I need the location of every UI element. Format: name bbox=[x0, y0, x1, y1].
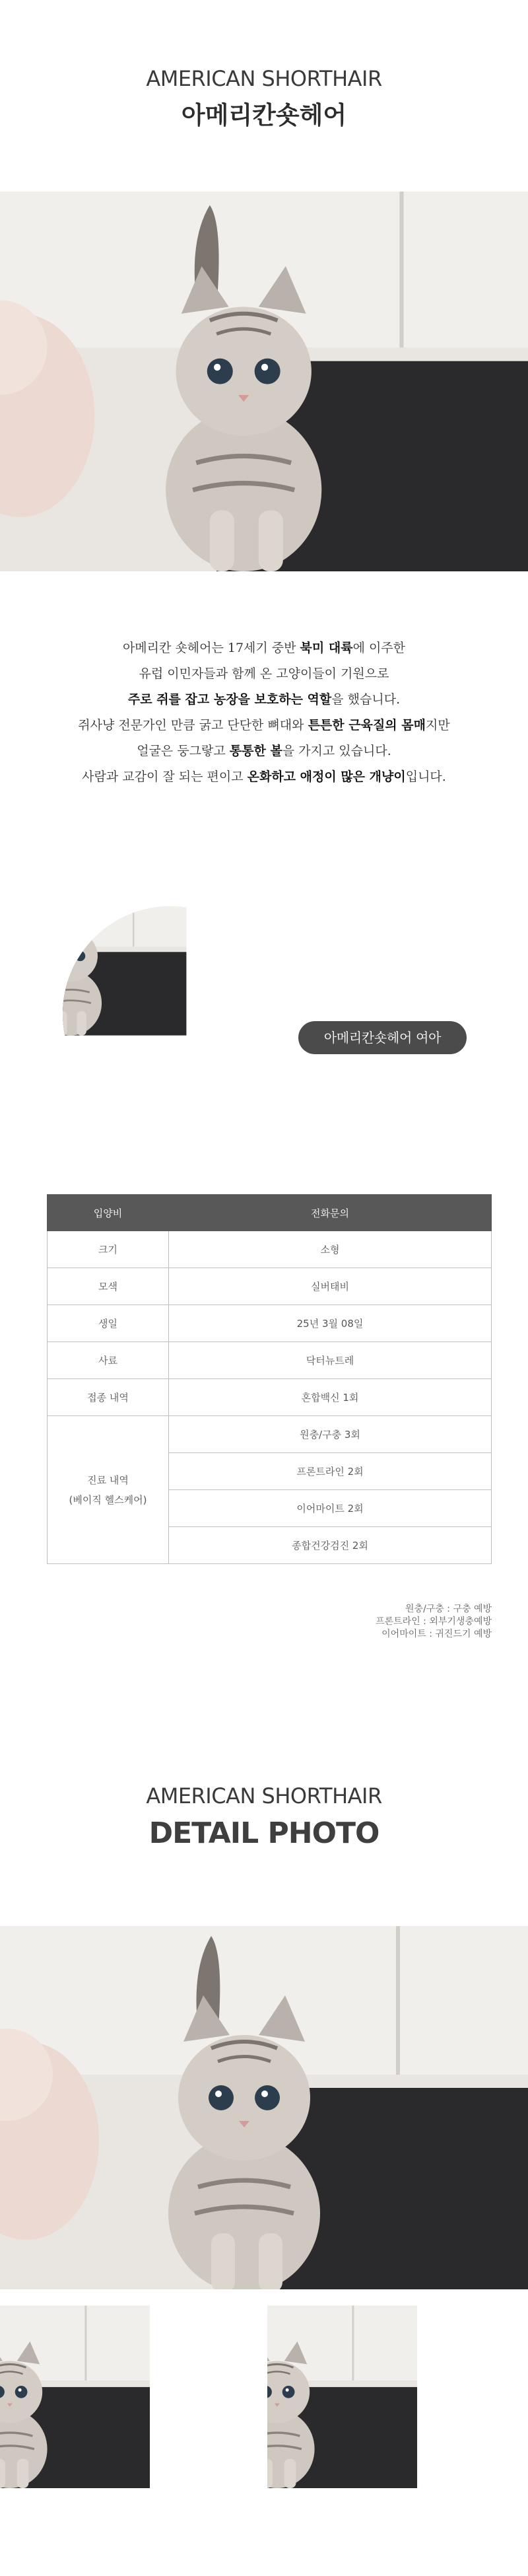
intro-text-run: 을 했습니다. bbox=[331, 692, 401, 707]
detail-photo-right bbox=[267, 2296, 528, 2576]
intro-emphasis: 북미 대륙 bbox=[300, 641, 353, 655]
care-item: 프론트라인 2회 bbox=[169, 1453, 492, 1490]
title-english: AMERICAN SHORTHAIR bbox=[146, 66, 382, 91]
intro-line bbox=[0, 687, 528, 713]
intro-emphasis: 온화하고 애정이 많은 개냥이 bbox=[247, 769, 406, 784]
intro-emphasis: 주로 쥐를 잡고 농장을 보호하는 역할 bbox=[127, 692, 332, 707]
vaccination-label: 접종 내역 bbox=[48, 1379, 169, 1416]
food-value: 닥터뉴트레 bbox=[169, 1342, 492, 1379]
table-header-row bbox=[48, 1195, 492, 1231]
color-value: 실버태비 bbox=[169, 1268, 492, 1305]
table-row bbox=[48, 1268, 492, 1305]
footnote: 프론트라인 : 외부기생충예방 bbox=[376, 1616, 492, 1627]
intro-line bbox=[0, 635, 528, 661]
care-history-subtitle: (베이직 헬스케어) bbox=[69, 1493, 147, 1506]
intro-text-run: 을 가지고 있습니다. bbox=[282, 744, 391, 758]
footnote: 이어마이트 : 귀진드기 예방 bbox=[381, 1629, 492, 1639]
care-item: 원충/구충 3회 bbox=[169, 1416, 492, 1453]
info-table bbox=[47, 1194, 492, 1564]
intro-text-run: 아메리칸 숏헤어는 17세기 중반 bbox=[122, 641, 300, 655]
vaccination-value: 혼합백신 1회 bbox=[169, 1379, 492, 1416]
food-label: 사료 bbox=[48, 1342, 169, 1379]
detail-title-english: AMERICAN SHORTHAIR bbox=[146, 1783, 382, 1808]
profile-photo bbox=[63, 906, 278, 1122]
intro-text bbox=[0, 635, 528, 790]
detail-title-main: DETAIL PHOTO bbox=[148, 1816, 380, 1850]
intro-text-run: 사람과 교감이 잘 되는 편이고 bbox=[82, 769, 248, 784]
detail-photo-left bbox=[0, 2296, 261, 2576]
size-label: 크기 bbox=[48, 1231, 169, 1268]
title-korean: 아메리칸숏헤어 bbox=[181, 101, 347, 129]
intro-emphasis: 튼튼한 근육질의 몸매 bbox=[308, 718, 426, 733]
intro-text-run: 얼굴은 둥그랗고 bbox=[137, 744, 230, 758]
detail-section-title bbox=[0, 1783, 528, 1850]
table-row bbox=[48, 1379, 492, 1416]
adoption-fee-label: 입양비 bbox=[48, 1195, 169, 1231]
care-item: 이어마이트 2회 bbox=[169, 1490, 492, 1527]
intro-line bbox=[0, 738, 528, 764]
table-row bbox=[48, 1342, 492, 1379]
intro-line bbox=[0, 713, 528, 738]
size-value: 소형 bbox=[169, 1231, 492, 1268]
intro-text-run: 쥐사냥 전문가인 만큼 굵고 단단한 뼈대와 bbox=[78, 718, 308, 733]
adoption-fee-value: 전화문의 bbox=[169, 1195, 492, 1231]
name-gender-badge: 아메리칸숏헤어 여아 bbox=[298, 1021, 467, 1054]
table-row bbox=[48, 1305, 492, 1342]
birthday-label: 생일 bbox=[48, 1305, 169, 1342]
birthday-value: 25년 3월 08일 bbox=[169, 1305, 492, 1342]
care-history-title: 진료 내역 bbox=[87, 1474, 129, 1486]
hero-photo bbox=[0, 192, 528, 571]
table-row bbox=[48, 1416, 492, 1453]
footnotes bbox=[376, 1603, 492, 1641]
intro-emphasis: 통통한 볼 bbox=[229, 744, 282, 758]
intro-text-run: 입니다. bbox=[405, 769, 446, 784]
intro-text-run: 유럽 이민자들과 함께 온 고양이들이 기원으로 bbox=[139, 666, 389, 681]
care-history-label bbox=[48, 1416, 169, 1564]
intro-line bbox=[0, 661, 528, 687]
intro-text-run: 지만 bbox=[425, 718, 450, 733]
care-item: 종합건강검진 2회 bbox=[169, 1527, 492, 1564]
intro-line bbox=[0, 764, 528, 790]
intro-text-run: 에 이주한 bbox=[352, 641, 406, 655]
hero-title bbox=[0, 66, 528, 131]
detail-photo-large bbox=[0, 1926, 528, 2289]
table-row bbox=[48, 1231, 492, 1268]
color-label: 모색 bbox=[48, 1268, 169, 1305]
footnote: 원충/구충 : 구충 예방 bbox=[405, 1604, 492, 1614]
